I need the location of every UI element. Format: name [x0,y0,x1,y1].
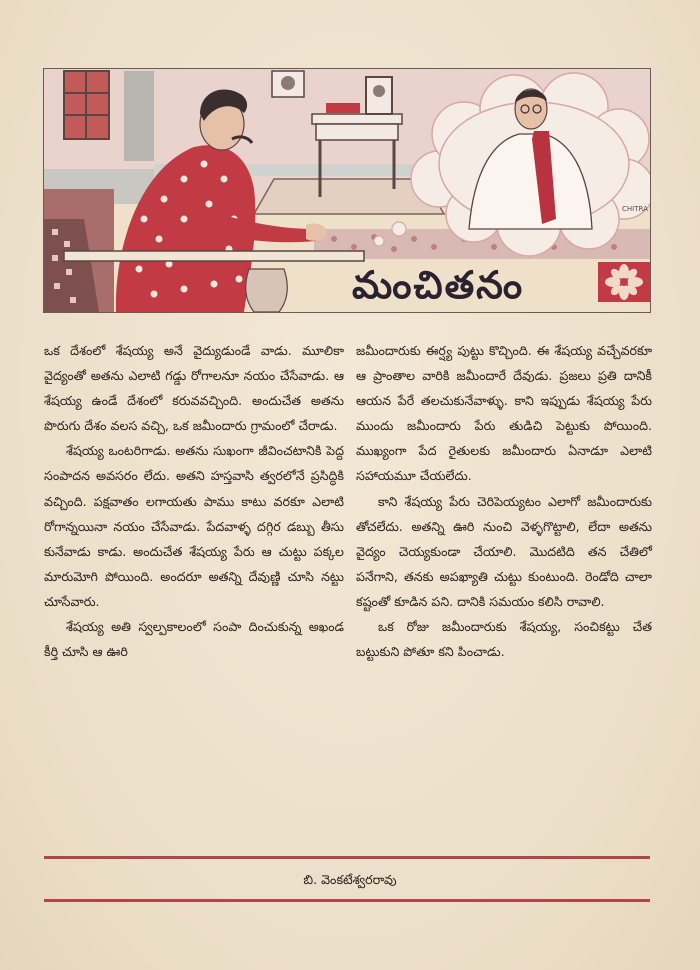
paragraph: శేషయ్య అతి స్వల్పకాలంలో సంపా దించుకున్న అఖండ కీర్తి చూసి ఆ ఊరి [44,619,344,660]
paragraph: ఒక రోజు జమీందారుకు శేషయ్య, సంచికట్టు చేత బట్టుకుని పోతూ కని పించాడు. [356,619,652,660]
flower-ornament-icon [598,262,650,302]
paragraph: కాని శేషయ్య పేరు చెరిపెయ్యటం ఎలాగో జమీందారుకు తోచలేదు. అతన్ని ఊరి నుంచి వెళ్ళగొట్టాలి, లేదా అతను వైద్యం చెయ్యకుండా చేయాలి. మొదటిది తన చేతిలో పనేగాని, తనకు అపఖ్యాతి చుట్టు కుంటుంది. రెండోది చాలా కష్టంతో కూడిన పని. దానికి సమయం కలిసి రావాలి. [356,493,652,609]
illustration-signature: CHITRA [622,205,648,213]
paragraph: శేషయ్య ఒంటరిగాడు. అతను సుఖంగా జీవించటానికి పెద్ద సంపాదన అవసరం లేదు. అతని హస్తవాసి త్వరలోనే ప్రసిద్ధికి వచ్చింది. పక్షవాతం లగాయతు పాము కాటు వరకూ ఎలాటి రోగాన్నయినా నయం చేసేవాడు. పేదవాళ్ళ దగ్గిర డబ్బు తీసు కునేవాడు కాడు. అందుచేత శేషయ్య పేరు ఆ చుట్టు పక్కల మారుమోగి పోయింది. అందరూ అతన్ని దేవుణ్ణి చూసి నట్టు చూసేవారు. [44,443,344,609]
story-title: మంచితనం [352,262,525,307]
text-column-left [44,338,344,664]
paragraph: ఒక దేశంలో శేషయ్య అనే వైద్యుడుండే వాడు. మూలికా వైద్యంతో అతను ఎలాటి గడ్డు రోగాలనూ నయం చేసేవాడు. ఆ శేషయ్య ఉండే దేశంలో కరువవచ్చింది. అందుచేత అతను పొరుగు దేశం వలస వచ్చి, ఒక జమీందారు గ్రామంలో చేరాడు. [44,343,344,434]
divider-top [44,856,650,859]
author-name: బి. వెంకటేశ్వరరావు [303,872,397,887]
divider-bottom [44,899,650,902]
text-column-right [356,338,652,664]
paragraph: జమీందారుకు ఈర్ష్య పుట్టు కొచ్చింది. ఈ శేషయ్య వచ్చేవరకూ ఆ ప్రాంతాల వారికి జమీందారే దేవుడు. ప్రజలు ప్రతి దానికీ ఆయన పేరే తలచుకునేవాళ్ళు. కాని ఇప్పుడు శేషయ్య పేరు ముందు జమీందారు పేరు తుడిచి పెట్టుకు పోయింది. ముఖ్యంగా పేద రైతులకు జమీందారు ఏనాడూ ఎలాటి సహాయమూ చేయలేదు. [356,343,652,484]
